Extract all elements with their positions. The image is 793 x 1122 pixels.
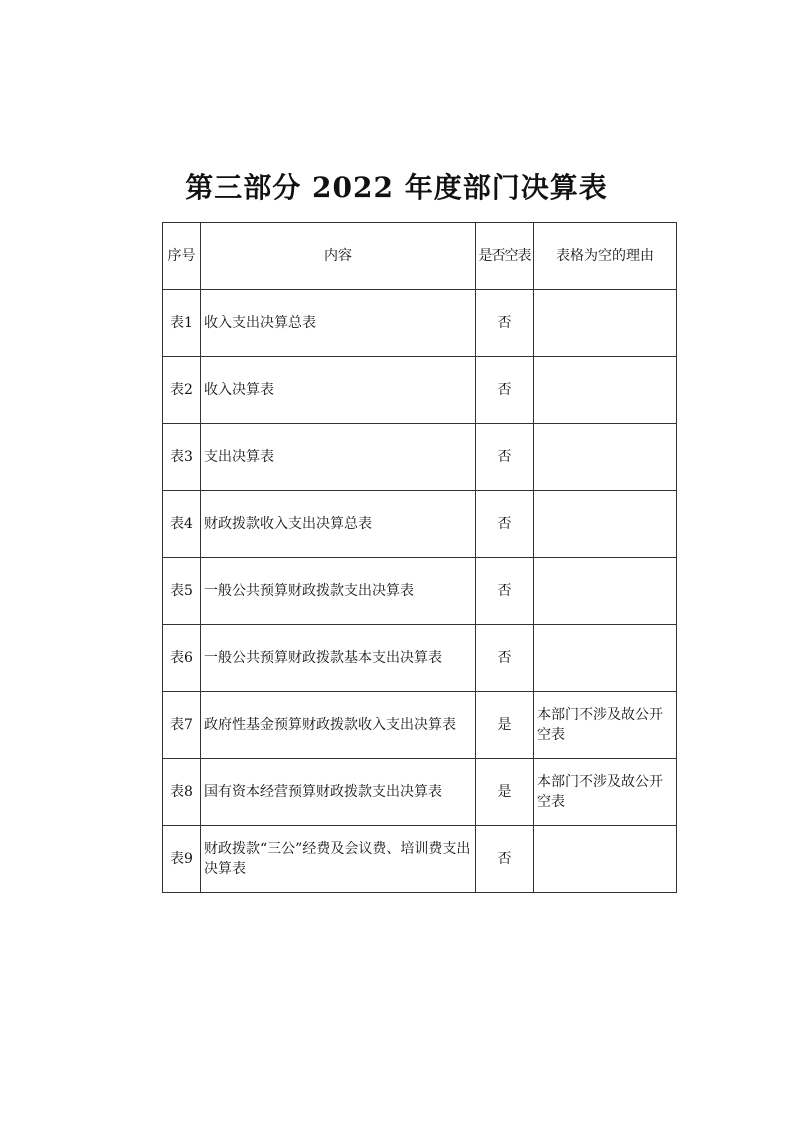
- row-is-empty: 否: [476, 558, 534, 625]
- row-content: 一般公共预算财政拨款支出决算表: [201, 558, 476, 625]
- row-reason: [534, 625, 677, 692]
- row-no: 表8: [163, 759, 201, 826]
- header-reason: 表格为空的理由: [534, 223, 677, 290]
- row-no: 表5: [163, 558, 201, 625]
- row-no: 表6: [163, 625, 201, 692]
- header-no: 序号: [163, 223, 201, 290]
- table-header-row: [163, 223, 677, 290]
- row-is-empty: 否: [476, 357, 534, 424]
- row-content: 国有资本经营预算财政拨款支出决算表: [201, 759, 476, 826]
- row-no: 表4: [163, 491, 201, 558]
- row-reason: [534, 826, 677, 893]
- row-is-empty: 是: [476, 692, 534, 759]
- row-no: 表9: [163, 826, 201, 893]
- row-reason: 本部门不涉及故公开空表: [534, 759, 677, 826]
- header-content: 内容: [201, 223, 476, 290]
- table-row: [163, 424, 677, 491]
- table-row: [163, 759, 677, 826]
- table-row: [163, 625, 677, 692]
- row-content: 收入决算表: [201, 357, 476, 424]
- row-no: 表7: [163, 692, 201, 759]
- row-content: 政府性基金预算财政拨款收入支出决算表: [201, 692, 476, 759]
- row-content: 财政拨款“三公”经费及会议费、培训费支出决算表: [201, 826, 476, 893]
- row-content: 一般公共预算财政拨款基本支出决算表: [201, 625, 476, 692]
- report-catalog-table: [162, 222, 677, 893]
- row-reason: [534, 424, 677, 491]
- row-is-empty: 否: [476, 491, 534, 558]
- row-no: 表2: [163, 357, 201, 424]
- table-row: [163, 491, 677, 558]
- table-row: [163, 290, 677, 357]
- row-no: 表3: [163, 424, 201, 491]
- row-is-empty: 否: [476, 625, 534, 692]
- row-reason: [534, 290, 677, 357]
- row-no: 表1: [163, 290, 201, 357]
- row-content: 支出决算表: [201, 424, 476, 491]
- row-is-empty: 否: [476, 826, 534, 893]
- row-is-empty: 是: [476, 759, 534, 826]
- table-row: [163, 558, 677, 625]
- row-is-empty: 否: [476, 424, 534, 491]
- row-content: 收入支出决算总表: [201, 290, 476, 357]
- row-is-empty: 否: [476, 290, 534, 357]
- row-reason: 本部门不涉及故公开空表: [534, 692, 677, 759]
- row-content: 财政拨款收入支出决算总表: [201, 491, 476, 558]
- row-reason: [534, 357, 677, 424]
- row-reason: [534, 558, 677, 625]
- table-row: [163, 692, 677, 759]
- table-row: [163, 357, 677, 424]
- row-reason: [534, 491, 677, 558]
- table-row: [163, 826, 677, 893]
- page-title: 第三部分 2022 年度部门决算表: [185, 171, 608, 204]
- header-is-empty: 是否空表: [476, 223, 534, 290]
